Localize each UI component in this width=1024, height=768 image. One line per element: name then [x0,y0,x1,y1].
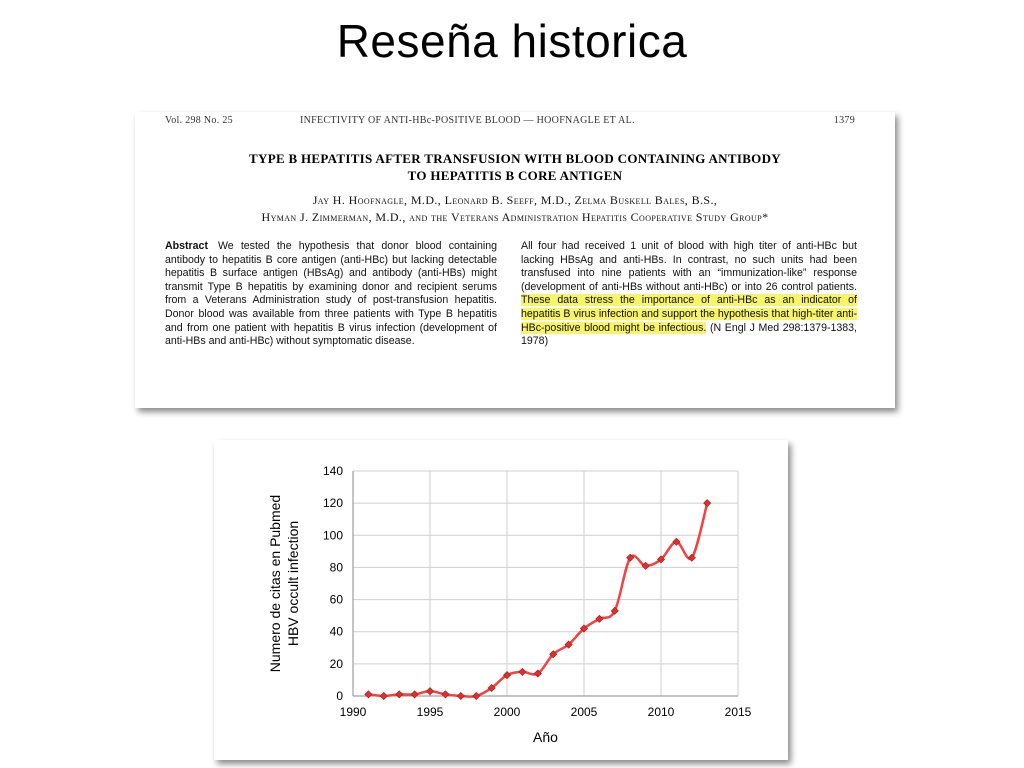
y-tick-label: 0 [336,689,343,703]
data-point [457,692,464,699]
slide-title: Reseña historica [336,15,688,67]
paper-title-line1: TYPE B HEPATITIS AFTER TRANSFUSION WITH BLOOD CONTAINING ANTIBODY [249,151,781,166]
abstract-citation: (N Engl J Med 298:1379-1383, 1978) [521,321,857,348]
running-head [165,115,855,129]
x-tick-label: 2000 [493,705,521,719]
data-point [426,688,433,695]
data-point [704,500,711,507]
running-head-volume: Vol. 298 No. 25 [165,115,233,126]
running-head-page: 1379 [833,115,855,126]
citations-chart [214,440,788,760]
abstract-left-text: We tested the hypothesis that donor blood containing antibody to hepatitis B core antigen (anti-HBc) but lacking detectable hepatitis B surface antigen (HBsAg) and antibody (anti-HBs) might transmit Type B hepatitis by examining donor and recipient serums from a Veterans Administration study of post-transfusion hepatitis. Donor blood was available from three patients with Type B hepatitis and from one patient with hepatitis B virus infection (development of anti-HBs and anti-HBc) without symptomatic disease. [165,240,497,348]
x-tick-label: 2010 [647,705,675,719]
y-tick-label: 100 [322,528,343,543]
abstract-label: Abstract [165,240,208,252]
data-point [396,691,403,698]
y-tick-label: 20 [329,656,343,671]
x-tick-label: 1990 [339,705,367,719]
abstract-right-column [521,240,857,349]
highlighted-conclusion: These data stress the importance of anti-HBc as an indicator of hepatitis B virus infection and support the hypothesis that high-titer anti-HBc-positive blood might be infectious. [521,294,857,334]
y-tick-label: 60 [329,592,343,607]
running-head-title: INFECTIVITY OF ANTI-HBc-POSITIVE BLOOD — HOOFNAGLE ET AL. [300,115,635,126]
paper-title-line2: TO HEPATITIS B CORE ANTIGEN [407,168,623,183]
authors-line1: Jay H. Hoofnagle, M.D., Leonard B. Seeff, M.D., Zelma Buskell Bales, B.S., [312,193,718,207]
x-tick-label: 1995 [416,705,444,719]
x-tick-label: 2015 [724,705,752,719]
paper-excerpt [135,112,895,408]
abstract-left-column [165,240,497,349]
y-axis-label-line2: HBV occult infection [285,520,301,647]
y-axis-label-line1: Numero de citas en Pubmed [267,494,283,673]
paper-authors [135,192,895,226]
authors-line2: Hyman J. Zimmerman, M.D., and the Veterans Administration Hepatitis Cooperative Study Group* [261,210,769,224]
abstract-right-text: All four had received 1 unit of blood with high titer of anti-HBc but lacking HBsAg and anti-HBs. In contrast, no such units had been transfused into nine patients with an “immunization-like” response (development of anti-HBs without anti-HBc) or into 26 control patients. [521,240,857,293]
y-tick-label: 80 [329,560,343,575]
data-point [380,692,387,699]
x-axis-label: Año [533,729,558,745]
paper-title [135,150,895,184]
data-point [442,691,449,698]
y-tick-label: 140 [322,464,343,478]
data-point [411,691,418,698]
y-tick-label: 40 [329,624,343,639]
data-point [519,668,526,675]
data-point [365,691,372,698]
data-point [473,692,480,699]
x-tick-label: 2005 [570,705,598,719]
citations-line-chart [214,440,788,760]
y-tick-label: 120 [322,496,343,511]
